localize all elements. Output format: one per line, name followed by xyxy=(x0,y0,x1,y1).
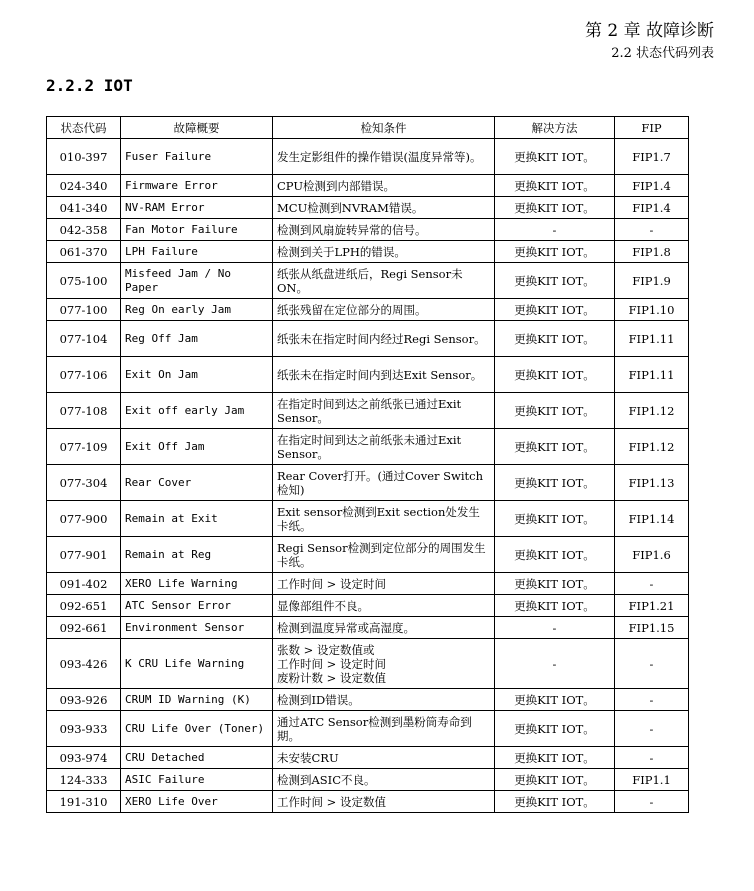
cell-solution: 更换KIT IOT。 xyxy=(495,393,615,429)
cell-summary: Rear Cover xyxy=(121,465,273,501)
cell-summary: CRUM ID Warning (K) xyxy=(121,689,273,711)
cell-fip: - xyxy=(615,747,689,769)
cell-summary: Exit Off Jam xyxy=(121,429,273,465)
cell-status-code: 061-370 xyxy=(47,241,121,263)
cell-solution: - xyxy=(495,617,615,639)
cell-fip: FIP1.10 xyxy=(615,299,689,321)
cell-summary: CRU Life Over (Toner) xyxy=(121,711,273,747)
cell-solution: 更换KIT IOT。 xyxy=(495,357,615,393)
cell-fip: - xyxy=(615,219,689,241)
cell-condition: Regi Sensor检测到定位部分的周围发生卡纸。 xyxy=(273,537,495,573)
table-row xyxy=(47,791,689,813)
cell-solution: 更换KIT IOT。 xyxy=(495,501,615,537)
cell-status-code: 077-108 xyxy=(47,393,121,429)
cell-condition: Exit sensor检测到Exit section处发生卡纸。 xyxy=(273,501,495,537)
status-code-table xyxy=(46,116,689,813)
column-header-condition: 检知条件 xyxy=(273,117,495,139)
table-body xyxy=(47,139,689,813)
cell-summary: XERO Life Warning xyxy=(121,573,273,595)
cell-condition: Rear Cover打开。(通过Cover Switch检知) xyxy=(273,465,495,501)
cell-condition: 检测到关于LPH的错误。 xyxy=(273,241,495,263)
column-header-summary: 故障概要 xyxy=(121,117,273,139)
cell-solution: 更换KIT IOT。 xyxy=(495,747,615,769)
cell-summary: XERO Life Over xyxy=(121,791,273,813)
cell-solution: 更换KIT IOT。 xyxy=(495,791,615,813)
cell-fip: FIP1.1 xyxy=(615,769,689,791)
cell-summary: Fan Motor Failure xyxy=(121,219,273,241)
cell-status-code: 077-109 xyxy=(47,429,121,465)
cell-summary: CRU Detached xyxy=(121,747,273,769)
cell-summary: Reg On early Jam xyxy=(121,299,273,321)
cell-fip: - xyxy=(615,791,689,813)
cell-condition: 在指定时间到达之前纸张已通过Exit Sensor。 xyxy=(273,393,495,429)
cell-status-code: 077-100 xyxy=(47,299,121,321)
cell-fip: FIP1.12 xyxy=(615,393,689,429)
cell-solution: 更换KIT IOT。 xyxy=(495,465,615,501)
column-header-code: 状态代码 xyxy=(47,117,121,139)
cell-fip: FIP1.7 xyxy=(615,139,689,175)
cell-summary: NV-RAM Error xyxy=(121,197,273,219)
table-row xyxy=(47,639,689,689)
cell-status-code: 092-651 xyxy=(47,595,121,617)
cell-fip: - xyxy=(615,639,689,689)
cell-summary: Reg Off Jam xyxy=(121,321,273,357)
cell-summary: K CRU Life Warning xyxy=(121,639,273,689)
cell-solution: 更换KIT IOT。 xyxy=(495,175,615,197)
cell-summary: Firmware Error xyxy=(121,175,273,197)
cell-condition: 未安装CRU xyxy=(273,747,495,769)
table-row xyxy=(47,139,689,175)
cell-condition: 检测到温度异常或高湿度。 xyxy=(273,617,495,639)
cell-summary: Fuser Failure xyxy=(121,139,273,175)
cell-fip: - xyxy=(615,711,689,747)
cell-status-code: 077-900 xyxy=(47,501,121,537)
cell-fip: FIP1.6 xyxy=(615,537,689,573)
cell-solution: 更换KIT IOT。 xyxy=(495,241,615,263)
cell-solution: 更换KIT IOT。 xyxy=(495,263,615,299)
table-row xyxy=(47,747,689,769)
table-header-row xyxy=(47,117,689,139)
cell-fip: FIP1.11 xyxy=(615,357,689,393)
table-row xyxy=(47,429,689,465)
cell-status-code: 077-106 xyxy=(47,357,121,393)
cell-solution: 更换KIT IOT。 xyxy=(495,769,615,791)
cell-summary: Environment Sensor xyxy=(121,617,273,639)
cell-fip: FIP1.8 xyxy=(615,241,689,263)
cell-status-code: 077-901 xyxy=(47,537,121,573)
cell-status-code: 010-397 xyxy=(47,139,121,175)
table-row xyxy=(47,711,689,747)
column-header-solution: 解决方法 xyxy=(495,117,615,139)
table-row xyxy=(47,501,689,537)
section-title: 2.2.2 IOT xyxy=(46,76,133,95)
cell-fip: FIP1.12 xyxy=(615,429,689,465)
subsection-title: 2.2 状态代码列表 xyxy=(611,46,714,61)
cell-solution: 更换KIT IOT。 xyxy=(495,689,615,711)
cell-fip: FIP1.4 xyxy=(615,197,689,219)
column-header-fip: FIP xyxy=(615,117,689,139)
cell-status-code: 093-933 xyxy=(47,711,121,747)
cell-summary: ATC Sensor Error xyxy=(121,595,273,617)
cell-fip: FIP1.4 xyxy=(615,175,689,197)
table-row xyxy=(47,321,689,357)
cell-summary: Exit off early Jam xyxy=(121,393,273,429)
cell-condition: 通过ATC Sensor检测到墨粉筒寿命到期。 xyxy=(273,711,495,747)
table-row xyxy=(47,219,689,241)
cell-solution: - xyxy=(495,219,615,241)
cell-solution: 更换KIT IOT。 xyxy=(495,595,615,617)
cell-condition: 纸张未在指定时间内经过Regi Sensor。 xyxy=(273,321,495,357)
cell-condition: 纸张从纸盘进纸后，Regi Sensor未ON。 xyxy=(273,263,495,299)
cell-fip: FIP1.13 xyxy=(615,465,689,501)
cell-condition: 检测到ID错误。 xyxy=(273,689,495,711)
table-row xyxy=(47,263,689,299)
page-header xyxy=(585,20,714,64)
table-row xyxy=(47,241,689,263)
cell-summary: ASIC Failure xyxy=(121,769,273,791)
cell-solution: 更换KIT IOT。 xyxy=(495,197,615,219)
cell-status-code: 024-340 xyxy=(47,175,121,197)
cell-summary: LPH Failure xyxy=(121,241,273,263)
cell-status-code: 077-104 xyxy=(47,321,121,357)
chapter-title: 第 2 章 故障诊断 xyxy=(584,21,714,41)
cell-condition: 工作时间 > 设定数值 xyxy=(273,791,495,813)
cell-summary: Misfeed Jam / No Paper xyxy=(121,263,273,299)
cell-fip: FIP1.11 xyxy=(615,321,689,357)
cell-fip: FIP1.21 xyxy=(615,595,689,617)
cell-status-code: 093-926 xyxy=(47,689,121,711)
cell-solution: 更换KIT IOT。 xyxy=(495,573,615,595)
cell-condition: 显像部组件不良。 xyxy=(273,595,495,617)
table-row xyxy=(47,595,689,617)
cell-fip: - xyxy=(615,689,689,711)
cell-solution: 更换KIT IOT。 xyxy=(495,537,615,573)
cell-solution: 更换KIT IOT。 xyxy=(495,429,615,465)
cell-fip: FIP1.14 xyxy=(615,501,689,537)
cell-summary: Remain at Exit xyxy=(121,501,273,537)
cell-summary: Remain at Reg xyxy=(121,537,273,573)
table-row xyxy=(47,299,689,321)
cell-status-code: 092-661 xyxy=(47,617,121,639)
cell-fip: FIP1.15 xyxy=(615,617,689,639)
cell-summary: Exit On Jam xyxy=(121,357,273,393)
cell-status-code: 191-310 xyxy=(47,791,121,813)
table-row xyxy=(47,357,689,393)
table-row xyxy=(47,175,689,197)
cell-status-code: 093-974 xyxy=(47,747,121,769)
table-row xyxy=(47,689,689,711)
table-row xyxy=(47,769,689,791)
table-row xyxy=(47,197,689,219)
cell-condition: 检测到风扇旋转异常的信号。 xyxy=(273,219,495,241)
cell-status-code: 093-426 xyxy=(47,639,121,689)
cell-condition: 纸张未在指定时间内到达Exit Sensor。 xyxy=(273,357,495,393)
cell-status-code: 091-402 xyxy=(47,573,121,595)
cell-condition: 在指定时间到达之前纸张未通过Exit Sensor。 xyxy=(273,429,495,465)
table-row xyxy=(47,393,689,429)
cell-status-code: 077-304 xyxy=(47,465,121,501)
table-row xyxy=(47,465,689,501)
cell-condition: CPU检测到内部错误。 xyxy=(273,175,495,197)
cell-solution: 更换KIT IOT。 xyxy=(495,299,615,321)
cell-solution: 更换KIT IOT。 xyxy=(495,139,615,175)
cell-condition: 发生定影组件的操作错误(温度异常等)。 xyxy=(273,139,495,175)
cell-condition: 纸张残留在定位部分的周围。 xyxy=(273,299,495,321)
cell-condition: MCU检测到NVRAM错误。 xyxy=(273,197,495,219)
cell-status-code: 041-340 xyxy=(47,197,121,219)
cell-solution: 更换KIT IOT。 xyxy=(495,711,615,747)
cell-condition: 工作时间 > 设定时间 xyxy=(273,573,495,595)
cell-solution: - xyxy=(495,639,615,689)
cell-fip: - xyxy=(615,573,689,595)
cell-status-code: 124-333 xyxy=(47,769,121,791)
table-row xyxy=(47,617,689,639)
cell-status-code: 075-100 xyxy=(47,263,121,299)
cell-status-code: 042-358 xyxy=(47,219,121,241)
cell-fip: FIP1.9 xyxy=(615,263,689,299)
cell-condition: 检测到ASIC不良。 xyxy=(273,769,495,791)
table-row xyxy=(47,573,689,595)
cell-solution: 更换KIT IOT。 xyxy=(495,321,615,357)
cell-condition: 张数 > 设定数值或 工作时间 > 设定时间 废粉计数 > 设定数值 xyxy=(273,639,495,689)
table-row xyxy=(47,537,689,573)
